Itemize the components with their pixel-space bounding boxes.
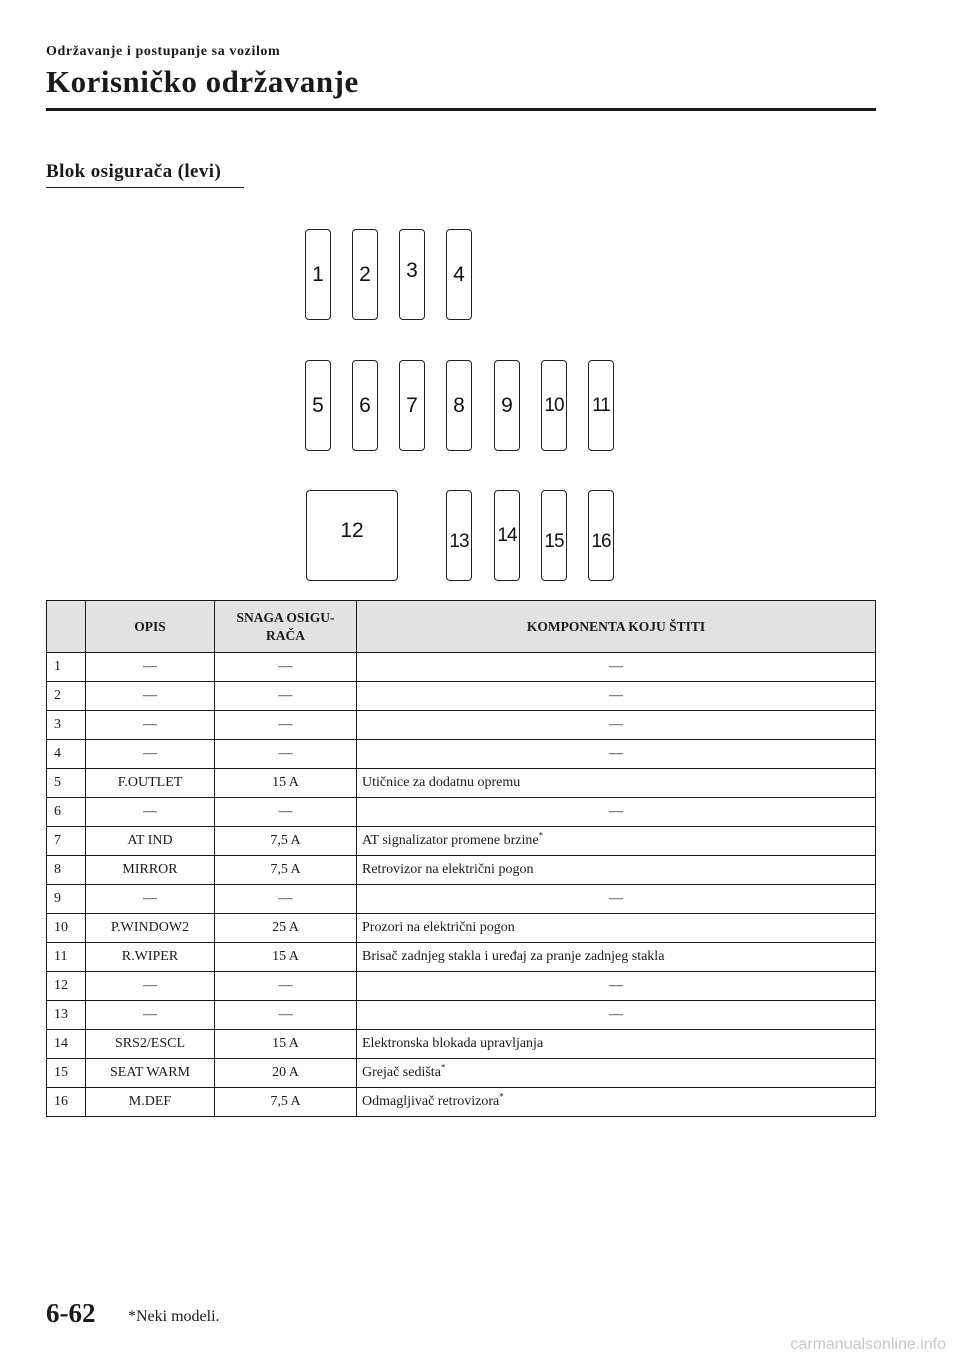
cell-komponenta [357, 885, 876, 914]
cell-number [47, 1001, 86, 1030]
cell-number [47, 885, 86, 914]
cell-komponenta-text: Brisač zadnjeg stakla i uređaj za pranje zadnjeg stakla [362, 949, 665, 964]
header-komponenta: KOMPONENTA KOJU ŠTITI [357, 601, 876, 653]
footnote-marker: * [499, 1091, 504, 1102]
table-row [47, 827, 876, 856]
cell-snaga [215, 653, 357, 682]
cell-opis [86, 1088, 215, 1117]
cell-komponenta-text: Retrovizor na električni pogon [362, 862, 534, 877]
header-opis: OPIS [86, 601, 215, 653]
cell-komponenta [357, 740, 876, 769]
cell-number-text: 7 [54, 833, 61, 848]
cell-opis [86, 769, 215, 798]
table-row [47, 653, 876, 682]
cell-opis [86, 1030, 215, 1059]
cell-number-text: 16 [54, 1094, 68, 1109]
cell-snaga-text: 25 A [272, 920, 299, 935]
cell-opis [86, 972, 215, 1001]
cell-opis-text: — [143, 804, 157, 819]
cell-komponenta [357, 653, 876, 682]
cell-number-text: 1 [54, 659, 61, 674]
fuse-9: 9 [494, 360, 520, 451]
cell-komponenta-text: — [609, 891, 623, 906]
cell-snaga-text: — [278, 717, 293, 732]
cell-opis [86, 856, 215, 885]
cell-snaga-text: 7,5 A [270, 1094, 301, 1109]
cell-opis [86, 711, 215, 740]
cell-komponenta-text: AT signalizator promene brzine [362, 833, 539, 848]
cell-number-text: 11 [54, 949, 68, 964]
cell-snaga [215, 1001, 357, 1030]
cell-snaga [215, 769, 357, 798]
cell-komponenta-text: Odmagljivač retrovizora [362, 1094, 500, 1109]
cell-number-text: 4 [54, 746, 61, 761]
cell-opis-text: — [143, 717, 157, 732]
cell-opis [86, 653, 215, 682]
cell-opis-text: — [143, 746, 157, 761]
header-snaga [215, 601, 357, 653]
cell-opis-text: M.DEF [128, 1094, 172, 1109]
cell-snaga [215, 885, 357, 914]
header-snaga-line1: SNAGA OSIGU- [236, 609, 335, 625]
cell-komponenta-text: — [609, 1007, 623, 1022]
cell-snaga-text: 15 A [272, 949, 299, 964]
cell-komponenta [357, 769, 876, 798]
cell-opis [86, 943, 215, 972]
cell-opis-text: P.WINDOW2 [110, 920, 190, 935]
table-row [47, 914, 876, 943]
table-row [47, 682, 876, 711]
cell-komponenta-text: — [609, 659, 623, 674]
cell-komponenta [357, 1088, 876, 1117]
cell-opis-text: MIRROR [122, 862, 178, 877]
cell-opis-text: — [143, 659, 157, 674]
cell-komponenta [357, 914, 876, 943]
cell-komponenta [357, 856, 876, 885]
table-row [47, 1088, 876, 1117]
cell-number-text: 5 [54, 775, 61, 790]
cell-number [47, 1030, 86, 1059]
cell-number-text: 10 [54, 920, 68, 935]
table-row [47, 1001, 876, 1030]
cell-snaga [215, 1059, 357, 1088]
cell-number [47, 1059, 86, 1088]
cell-opis [86, 827, 215, 856]
watermark: carmanualsonline.info [790, 1336, 946, 1353]
table-row [47, 972, 876, 1001]
cell-number [47, 740, 86, 769]
cell-number [47, 827, 86, 856]
cell-komponenta [357, 943, 876, 972]
cell-snaga [215, 1088, 357, 1117]
fuse-4: 4 [446, 229, 472, 320]
cell-snaga-text: — [278, 804, 293, 819]
cell-snaga [215, 856, 357, 885]
fuse-15: 15 [541, 490, 567, 581]
cell-snaga-text: — [278, 659, 293, 674]
cell-number [47, 653, 86, 682]
cell-komponenta-text: Grejač sedišta [362, 1065, 441, 1080]
fuse-table [46, 600, 876, 1117]
cell-number [47, 914, 86, 943]
fuse-table-header [47, 601, 876, 653]
cell-snaga-text: — [278, 1007, 293, 1022]
cell-komponenta [357, 972, 876, 1001]
cell-komponenta [357, 1001, 876, 1030]
cell-number-text: 6 [54, 804, 61, 819]
fuse-block-heading: Blok osigurača (levi) [46, 161, 222, 182]
cell-komponenta-text: — [609, 717, 623, 732]
cell-number-text: 15 [54, 1065, 68, 1080]
fuse-5: 5 [305, 360, 331, 451]
cell-number [47, 972, 86, 1001]
fuse-10: 10 [541, 360, 567, 451]
header-snaga-line2: RAČA [266, 627, 305, 643]
fuse-8: 8 [446, 360, 472, 451]
fuse-7: 7 [399, 360, 425, 451]
cell-number [47, 856, 86, 885]
cell-komponenta [357, 682, 876, 711]
cell-opis-text: SEAT WARM [109, 1065, 190, 1080]
cell-opis [86, 914, 215, 943]
cell-komponenta-text: — [609, 978, 623, 993]
cell-number [47, 1088, 86, 1117]
cell-opis [86, 885, 215, 914]
cell-komponenta [357, 711, 876, 740]
cell-number-text: 13 [54, 1007, 68, 1022]
cell-komponenta-text: Elektronska blokada upravljanja [362, 1036, 544, 1051]
cell-opis-text: — [143, 891, 157, 906]
table-row [47, 740, 876, 769]
table-row [47, 856, 876, 885]
cell-snaga [215, 711, 357, 740]
cell-snaga-text: 7,5 A [270, 862, 301, 877]
cell-komponenta-text: Prozori na električni pogon [362, 920, 515, 935]
table-row [47, 798, 876, 827]
cell-snaga-text: 15 A [272, 1036, 299, 1051]
table-row [47, 769, 876, 798]
cell-snaga [215, 1030, 357, 1059]
cell-opis-text: — [143, 688, 157, 703]
cell-snaga [215, 682, 357, 711]
footnote-marker: * [538, 830, 544, 841]
cell-number [47, 711, 86, 740]
table-row [47, 711, 876, 740]
cell-komponenta [357, 827, 876, 856]
fuse-1: 1 [305, 229, 331, 320]
table-row [47, 885, 876, 914]
cell-komponenta [357, 1059, 876, 1088]
cell-number-text: 9 [54, 891, 61, 906]
cell-snaga [215, 972, 357, 1001]
footnote-marker: * [440, 1062, 446, 1073]
cell-snaga [215, 740, 357, 769]
fuse-12: 12 [306, 490, 398, 581]
cell-number-text: 2 [54, 688, 61, 703]
fuse-3: 3 [399, 229, 425, 320]
table-row [47, 1030, 876, 1059]
cell-opis [86, 1059, 215, 1088]
cell-snaga-text: — [278, 746, 293, 761]
cell-snaga [215, 827, 357, 856]
fuse-13: 13 [446, 490, 472, 581]
section-label: Održavanje i postupanje sa vozilom [46, 44, 281, 59]
table-row [47, 943, 876, 972]
cell-opis-text: — [143, 1007, 157, 1022]
cell-opis-text: SRS2/ESCL [114, 1036, 186, 1051]
cell-number [47, 769, 86, 798]
cell-snaga-text: 15 A [272, 775, 299, 790]
cell-opis [86, 682, 215, 711]
footnote: *Neki modeli. [128, 1308, 220, 1325]
cell-komponenta [357, 1030, 876, 1059]
cell-number-text: 14 [54, 1036, 68, 1051]
fuse-2: 2 [352, 229, 378, 320]
header-number [47, 601, 86, 653]
fuse-16: 16 [588, 490, 614, 581]
cell-snaga-text: — [278, 891, 293, 906]
cell-komponenta-text: Utičnice za dodatnu opremu [362, 775, 521, 790]
cell-snaga-text: — [278, 978, 293, 993]
cell-komponenta-text: — [609, 804, 623, 819]
fuse-diagram [0, 0, 960, 600]
cell-number [47, 682, 86, 711]
cell-komponenta-text: — [609, 746, 623, 761]
cell-number [47, 943, 86, 972]
cell-snaga-text: 20 A [272, 1065, 299, 1080]
fuse-11: 11 [588, 360, 614, 451]
fuse-6: 6 [352, 360, 378, 451]
cell-opis-text: — [143, 978, 157, 993]
page-title: Korisničko održavanje [46, 64, 359, 99]
cell-snaga-text: 7,5 A [270, 833, 301, 848]
cell-opis [86, 740, 215, 769]
cell-opis-text: F.OUTLET [117, 775, 183, 790]
table-row [47, 1059, 876, 1088]
cell-number [47, 798, 86, 827]
cell-snaga [215, 914, 357, 943]
cell-opis-text: AT IND [127, 833, 173, 848]
cell-number-text: 3 [54, 717, 61, 732]
cell-snaga [215, 798, 357, 827]
cell-snaga-text: — [278, 688, 293, 703]
cell-number-text: 12 [54, 978, 68, 993]
cell-opis [86, 1001, 215, 1030]
cell-opis [86, 798, 215, 827]
fuse-14: 14 [494, 490, 520, 581]
page-number: 6-62 [46, 1298, 96, 1328]
cell-number-text: 8 [54, 862, 61, 877]
cell-komponenta [357, 798, 876, 827]
cell-opis-text: R.WIPER [121, 949, 179, 964]
cell-snaga [215, 943, 357, 972]
cell-komponenta-text: — [609, 688, 623, 703]
